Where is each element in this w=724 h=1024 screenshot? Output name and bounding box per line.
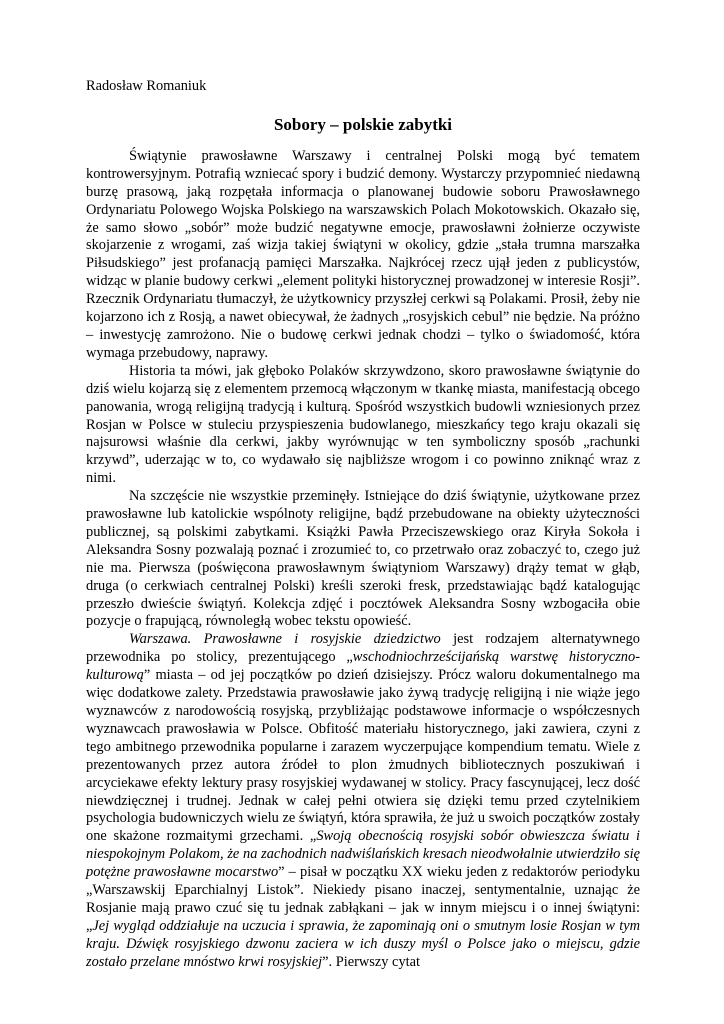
text-run: Świątynie prawosławne Warszawy i centralnej Polski mogą być tematem kontrowersyjnym. Potrafią wzniecać spory i budzić demony. Wystarczy przypomnieć niedawną burzę prasową, jaką rozpętała informacja o planowanej budowie soboru Prawosławnego Ordynariatu Polowego Wojska Polskiego na warszawskich Polach Mokotowskich. Okazało się, że samo słowo „sobór” może budzić negatywne emocje, prawosławni żołnierze oczywiste skojarzenie z wrogami, zaś wizja takiej świątyni w okolicy, gdzie „stała trumna marszałka Piłsudskiego” jest profanacją pamięci Marszałka. Najkrócej rzecz ujął jeden z publicystów, widząc w planie budowy cerkwi „element polityki historycznej prowadzonej w interesie Rosji”. Rzecznik Ordynariatu tłumaczył, że użytkownicy przyszłej cerkwi są Polakami. Prosił, żeby nie kojarzono ich z Rosją, a nawet obiecywał, że żadnych „rosyjskich cebul” nie będzie. Na próżno – inwestycję zamrożono. Nie o budowę cerkwi jednak chodzi – tylko o świadomość, która wymaga przebudowy, naprawy. <box>86 147 640 361</box>
paragraph <box>86 488 640 631</box>
italic-text: Jej wygląd oddziałuje na uczucia i sprawia, że zapominają oni o smutnym losie Rosjan w tym kraju. Dźwięk rosyjskiego dzwonu zaciera w ich duszy myśl o Polsce jako o miejscu, gdzie zostało przelane mnóstwo krwi rosyjskiej <box>86 917 640 970</box>
italic-text: Swoją obecnością rosyjski sobór obwieszcza światu i niespokojnym Polakom, że na zachodnich nadwiślańskich kresach nieodwołalnie utwierdziło się potężne prawosławne mocarstwo <box>86 828 640 881</box>
text-run: ” – pisał w początku XX wieku jeden z redaktorów periodyku „Warszawskij Eparchialnyj Listok”. Niekiedy pisano inaczej, sentymentalnie, uznając że Rosjanie mają prawo czuć się tu jednak zabłąkani – jak w innym miejscu i o innej świątyni: „ <box>86 864 640 934</box>
text-run: Historia ta mówi, jak głęboko Polaków skrzywdzono, skoro prawosławne świątynie do dziś wielu kojarzą się z elementem przemocą włączonym w tkankę miasta, manifestacją obcego panowania, wrogą religijną tradycją i kulturą. Spośród wszystkich budowli wzniesionych przez Rosjan w Polsce w stuleciu przyspieszenia budowlanego, mieszkańcy tego kraju okazali się najsurowsi właśnie dla cerkwi, jakby wyrównując w ten symboliczny sposób „rachunki krzywd”, uderzając w to, co wydawało się najbliższe wrogom i co powinno zniknąć wraz z nimi. <box>86 362 640 487</box>
paragraph <box>86 631 640 971</box>
author-name: Radosław Romaniuk <box>86 78 207 94</box>
italic-text: wschodniochrześcijańską warstwę historyczno-kulturową <box>86 649 640 684</box>
text-run: ” miasta – od jej początków po dzień dzisiejszy. Prócz waloru dokumentalnego ma więc dodatkowe zalety. Przedstawia prawosławie jako żywą tradycję religijną i nie wiąże jego wyznawców z narodowością rosyjską, przybliżając podstawowe informacje o współczesnych wyznawcach prawosławia w Polsce. Obfitość materiału historycznego, jaki zawiera, czyni z tego ambitnego przewodnika popularne i zarazem wyczerpujące kompendium tematu. Wiele z prezentowanych przez autora źródeł to plon żmudnych bibliotecznych poszukiwań i arcyciekawe efekty lektury prasy rosyjskiej wydawanej w stolicy. Pracy fascynującej, lecz dość niewdzięcznej i trudnej. Jednak w całej pełni otwiera się dzięki temu przed czytelnikiem psychologia budowniczych wielu ze świątyń, która sprawiła, że już u swoich początków zostały one skażone rozmaitymi grzechami. „ <box>86 667 640 845</box>
italic-text: Warszawa. Prawosławne i rosyjskie dziedzictwo <box>129 631 441 648</box>
article-body <box>86 148 640 972</box>
article-title: Sobory – polskie zabytki <box>273 114 453 134</box>
document-page <box>86 78 640 972</box>
text-run: Na szczęście nie wszystkie przeminęły. Istniejące do dziś świątynie, użytkowane przez prawosławne lub katolickie wspólnoty religijne, bądź przebudowane na obiekty użyteczności publicznej, są polskimi zabytkami. Książki Pawła Przeciszewskiego oraz Kiryła Sokoła i Aleksandra Sosny pozwalają poznać i zrozumieć to, co przetrwało oraz zobaczyć to, czego już nie ma. Pierwsza (poświęcona prawosławnym świątyniom Warszawy) drąży temat w głąb, druga (o cerkwiach centralnej Polski) kreśli szeroki fresk, przedstawiając bądź katalogując przeszło dwieście świątyń. Kolekcja zdjęć i pocztówek Aleksandra Sosny wzbogaciła obie pozycje o frapującą, równoległą wobec tekstu opowieść. <box>86 488 640 630</box>
paragraph <box>86 363 640 488</box>
text-run: ”. Pierwszy cytat <box>322 953 421 970</box>
paragraph <box>86 148 640 363</box>
text-run: jest rodzajem alternatywnego przewodnika po stolicy, prezentującego „ <box>86 631 640 666</box>
